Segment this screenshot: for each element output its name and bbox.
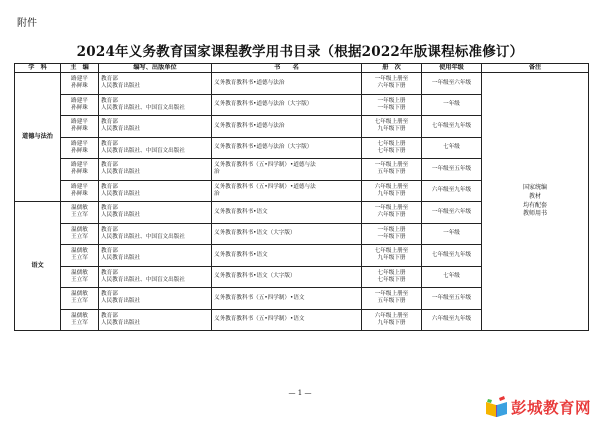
volumes-cell: 一年级上册至 五年级下册 — [362, 159, 422, 181]
book-title-cell: 义务教育教科书（五•四学制）•道德与法 治 — [212, 180, 362, 202]
header-volumes: 册 次 — [362, 64, 422, 73]
subject-cell: 道德与法治 — [15, 73, 61, 202]
editor-cell: 路建平 孙鲜珠 — [61, 73, 99, 95]
header-subject: 学 科 — [15, 64, 61, 73]
publisher-cell: 教育部 人民教育出版社 — [99, 245, 212, 267]
grade-cell: 一年级 — [422, 94, 482, 116]
book-title-cell: 义务教育教科书•道德与法治（大字版） — [212, 94, 362, 116]
header-editor: 主 编 — [61, 64, 99, 73]
header-book-title: 书 名 — [212, 64, 362, 73]
publisher-cell: 教育部 人民教育出版社 — [99, 73, 212, 95]
grade-cell: 一年级至六年级 — [422, 202, 482, 224]
document-title: 2024年义务教育国家课程教学用书目录（根据2022年版课程标准修订） — [76, 44, 524, 60]
publisher-cell: 教育部 人民教育出版社 — [99, 288, 212, 310]
grade-cell: 七年级至九年级 — [422, 245, 482, 267]
editor-cell: 温儒敏 王立军 — [61, 266, 99, 288]
grade-cell: 七年级 — [422, 266, 482, 288]
book-title-cell: 义务教育教科书（五•四学制）•语文 — [212, 288, 362, 310]
attachment-label: 附件 — [17, 18, 37, 29]
publisher-cell: 教育部 人民教育出版社、中国盲文出版社 — [99, 266, 212, 288]
page-number: — 1 — — [288, 389, 312, 397]
volumes-cell: 六年级上册至 九年级下册 — [362, 309, 422, 331]
volumes-cell: 一年级上册至 六年级下册 — [362, 73, 422, 95]
grade-cell: 七年级 — [422, 137, 482, 159]
subject-cell: 语文 — [15, 202, 61, 331]
publisher-cell: 教育部 人民教育出版社 — [99, 309, 212, 331]
grade-cell: 一年级至五年级 — [422, 288, 482, 310]
editor-cell: 温儒敏 王立军 — [61, 288, 99, 310]
watermark-logo — [484, 395, 596, 421]
publisher-cell: 教育部 人民教育出版社 — [99, 180, 212, 202]
watermark-text: 彭城教育网 — [511, 399, 592, 417]
book-title-cell: 义务教育教科书•语文 — [212, 202, 362, 224]
publisher-cell: 教育部 人民教育出版社 — [99, 202, 212, 224]
book-title-cell: 义务教育教科书•语文 — [212, 245, 362, 267]
volumes-cell: 七年级上册至 九年级下册 — [362, 245, 422, 267]
publisher-cell: 教育部 人民教育出版社、中国盲文出版社 — [99, 137, 212, 159]
remark-cell: 国家统编 教材 均有配套 教师用书 — [482, 73, 589, 331]
volumes-cell: 七年级上册至 九年级下册 — [362, 116, 422, 138]
editor-cell: 路建平 孙鲜珠 — [61, 137, 99, 159]
book-title-cell: 义务教育教科书•语文（大字版） — [212, 223, 362, 245]
volumes-cell: 一年级上册 一年级下册 — [362, 94, 422, 116]
book-title-cell: 义务教育教科书•道德与法治 — [212, 73, 362, 95]
header-remark: 备注 — [482, 64, 589, 73]
publisher-cell: 教育部 人民教育出版社 — [99, 159, 212, 181]
table-body — [15, 73, 589, 331]
volumes-cell: 六年级上册至 九年级下册 — [362, 180, 422, 202]
editor-cell: 路建平 孙鲜珠 — [61, 159, 99, 181]
textbook-catalog-table — [14, 63, 589, 331]
editor-cell: 路建平 孙鲜珠 — [61, 94, 99, 116]
volumes-cell: 一年级上册至 六年级下册 — [362, 202, 422, 224]
publisher-cell: 教育部 人民教育出版社、中国盲文出版社 — [99, 94, 212, 116]
table-header-row — [15, 64, 589, 73]
book-title-cell: 义务教育教科书（五•四学制）•道德与法 治 — [212, 159, 362, 181]
header-grade: 使用年级 — [422, 64, 482, 73]
publisher-cell: 教育部 人民教育出版社 — [99, 116, 212, 138]
editor-cell: 路建平 孙鲜珠 — [61, 116, 99, 138]
editor-cell: 温儒敏 王立军 — [61, 202, 99, 224]
editor-cell: 温儒敏 王立军 — [61, 245, 99, 267]
table-row — [15, 73, 589, 95]
book-pencil-logo-icon — [484, 396, 510, 418]
volumes-cell: 一年级上册 一年级下册 — [362, 223, 422, 245]
grade-cell: 六年级至九年级 — [422, 309, 482, 331]
publisher-cell: 教育部 人民教育出版社、中国盲文出版社 — [99, 223, 212, 245]
grade-cell: 六年级至九年级 — [422, 180, 482, 202]
editor-cell: 路建平 孙鲜珠 — [61, 180, 99, 202]
grade-cell: 七年级至九年级 — [422, 116, 482, 138]
book-title-cell: 义务教育教科书•语文（大字版） — [212, 266, 362, 288]
header-publisher: 编写、出版单位 — [99, 64, 212, 73]
book-title-cell: 义务教育教科书•道德与法治 — [212, 116, 362, 138]
editor-cell: 温儒敏 王立军 — [61, 309, 99, 331]
editor-cell: 温儒敏 王立军 — [61, 223, 99, 245]
book-title-cell: 义务教育教科书•道德与法治（大字版） — [212, 137, 362, 159]
grade-cell: 一年级至五年级 — [422, 159, 482, 181]
grade-cell: 一年级 — [422, 223, 482, 245]
book-title-cell: 义务教育教科书（五•四学制）•语文 — [212, 309, 362, 331]
volumes-cell: 七年级上册 七年级下册 — [362, 266, 422, 288]
volumes-cell: 七年级上册 七年级下册 — [362, 137, 422, 159]
volumes-cell: 一年级上册至 五年级下册 — [362, 288, 422, 310]
grade-cell: 一年级至六年级 — [422, 73, 482, 95]
